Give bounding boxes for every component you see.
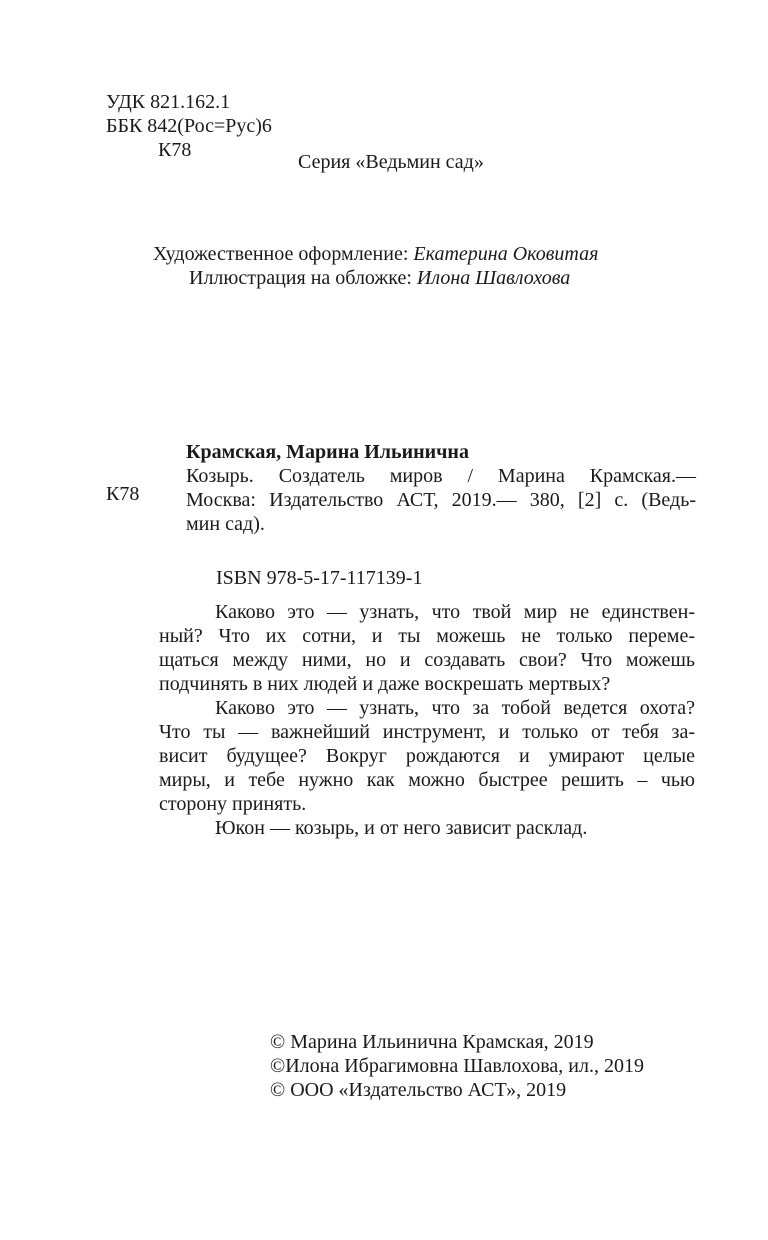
- annotation-line: Каково это — узнать, что твой мир не единствен-: [215, 601, 695, 623]
- annotation-line: Юкон — козырь, и от него зависит расклад.: [215, 817, 588, 839]
- side-author-mark: К78: [106, 483, 140, 505]
- copyright-line: © ООО «Издательство АСТ», 2019: [270, 1079, 567, 1101]
- copyright-line: ©Илона Ибрагимовна Шавлохова, ил., 2019: [270, 1055, 644, 1077]
- design-label: Художественное оформление:: [153, 243, 409, 265]
- catalog-entry: [186, 440, 696, 536]
- bbk-code: ББК 842(Рос=Рус)6: [106, 115, 272, 137]
- entry-author: Крамская, Марина Ильинична: [186, 441, 469, 463]
- design-name: Екатерина Оковитая: [413, 243, 599, 265]
- annotation-line: сторону принять.: [159, 793, 307, 815]
- biblio-line: Москва: Издательство АСТ, 2019.— 380, [2] с. (Ведь-: [186, 489, 696, 511]
- annotation-line: ный? Что их сотни, и ты можешь не только переме-: [159, 625, 695, 647]
- copyright-block: [270, 1030, 644, 1102]
- biblio-line: Козырь. Создатель миров / Марина Крамская.—: [186, 465, 696, 487]
- annotation-line: подчинять в них людей и даже воскрешать мертвых?: [159, 673, 611, 695]
- annotation-line: миры, и тебе нужно как можно быстрее решить – чью: [159, 769, 695, 791]
- author-mark: К78: [158, 139, 192, 161]
- isbn: ISBN 978-5-17-117139-1: [216, 567, 423, 589]
- biblio-line: мин сад).: [186, 513, 265, 535]
- illustration-name: Илона Шавлохова: [416, 267, 571, 289]
- annotation-line: Что ты — важнейший инструмент, и только от тебя за-: [159, 721, 695, 743]
- annotation-line: щаться между ними, но и создавать свои? Что можешь: [159, 649, 695, 671]
- series-title: Серия «Ведьмин сад»: [298, 151, 484, 173]
- credits-block: [153, 242, 598, 290]
- copyright-line: © Марина Ильинична Крамская, 2019: [270, 1031, 594, 1053]
- annotation-line: висит будущее? Вокруг рождаются и умирают целые: [159, 745, 695, 767]
- illustration-credit: [153, 266, 598, 290]
- design-credit: [153, 242, 598, 266]
- annotation: [159, 600, 695, 840]
- annotation-line: Каково это — узнать, что за тобой ведется охота?: [215, 697, 695, 719]
- classification-codes: [106, 90, 272, 162]
- entry-bibliography: [186, 464, 696, 536]
- illustration-label: Иллюстрация на обложке:: [189, 267, 412, 289]
- udk-code: УДК 821.162.1: [106, 91, 231, 113]
